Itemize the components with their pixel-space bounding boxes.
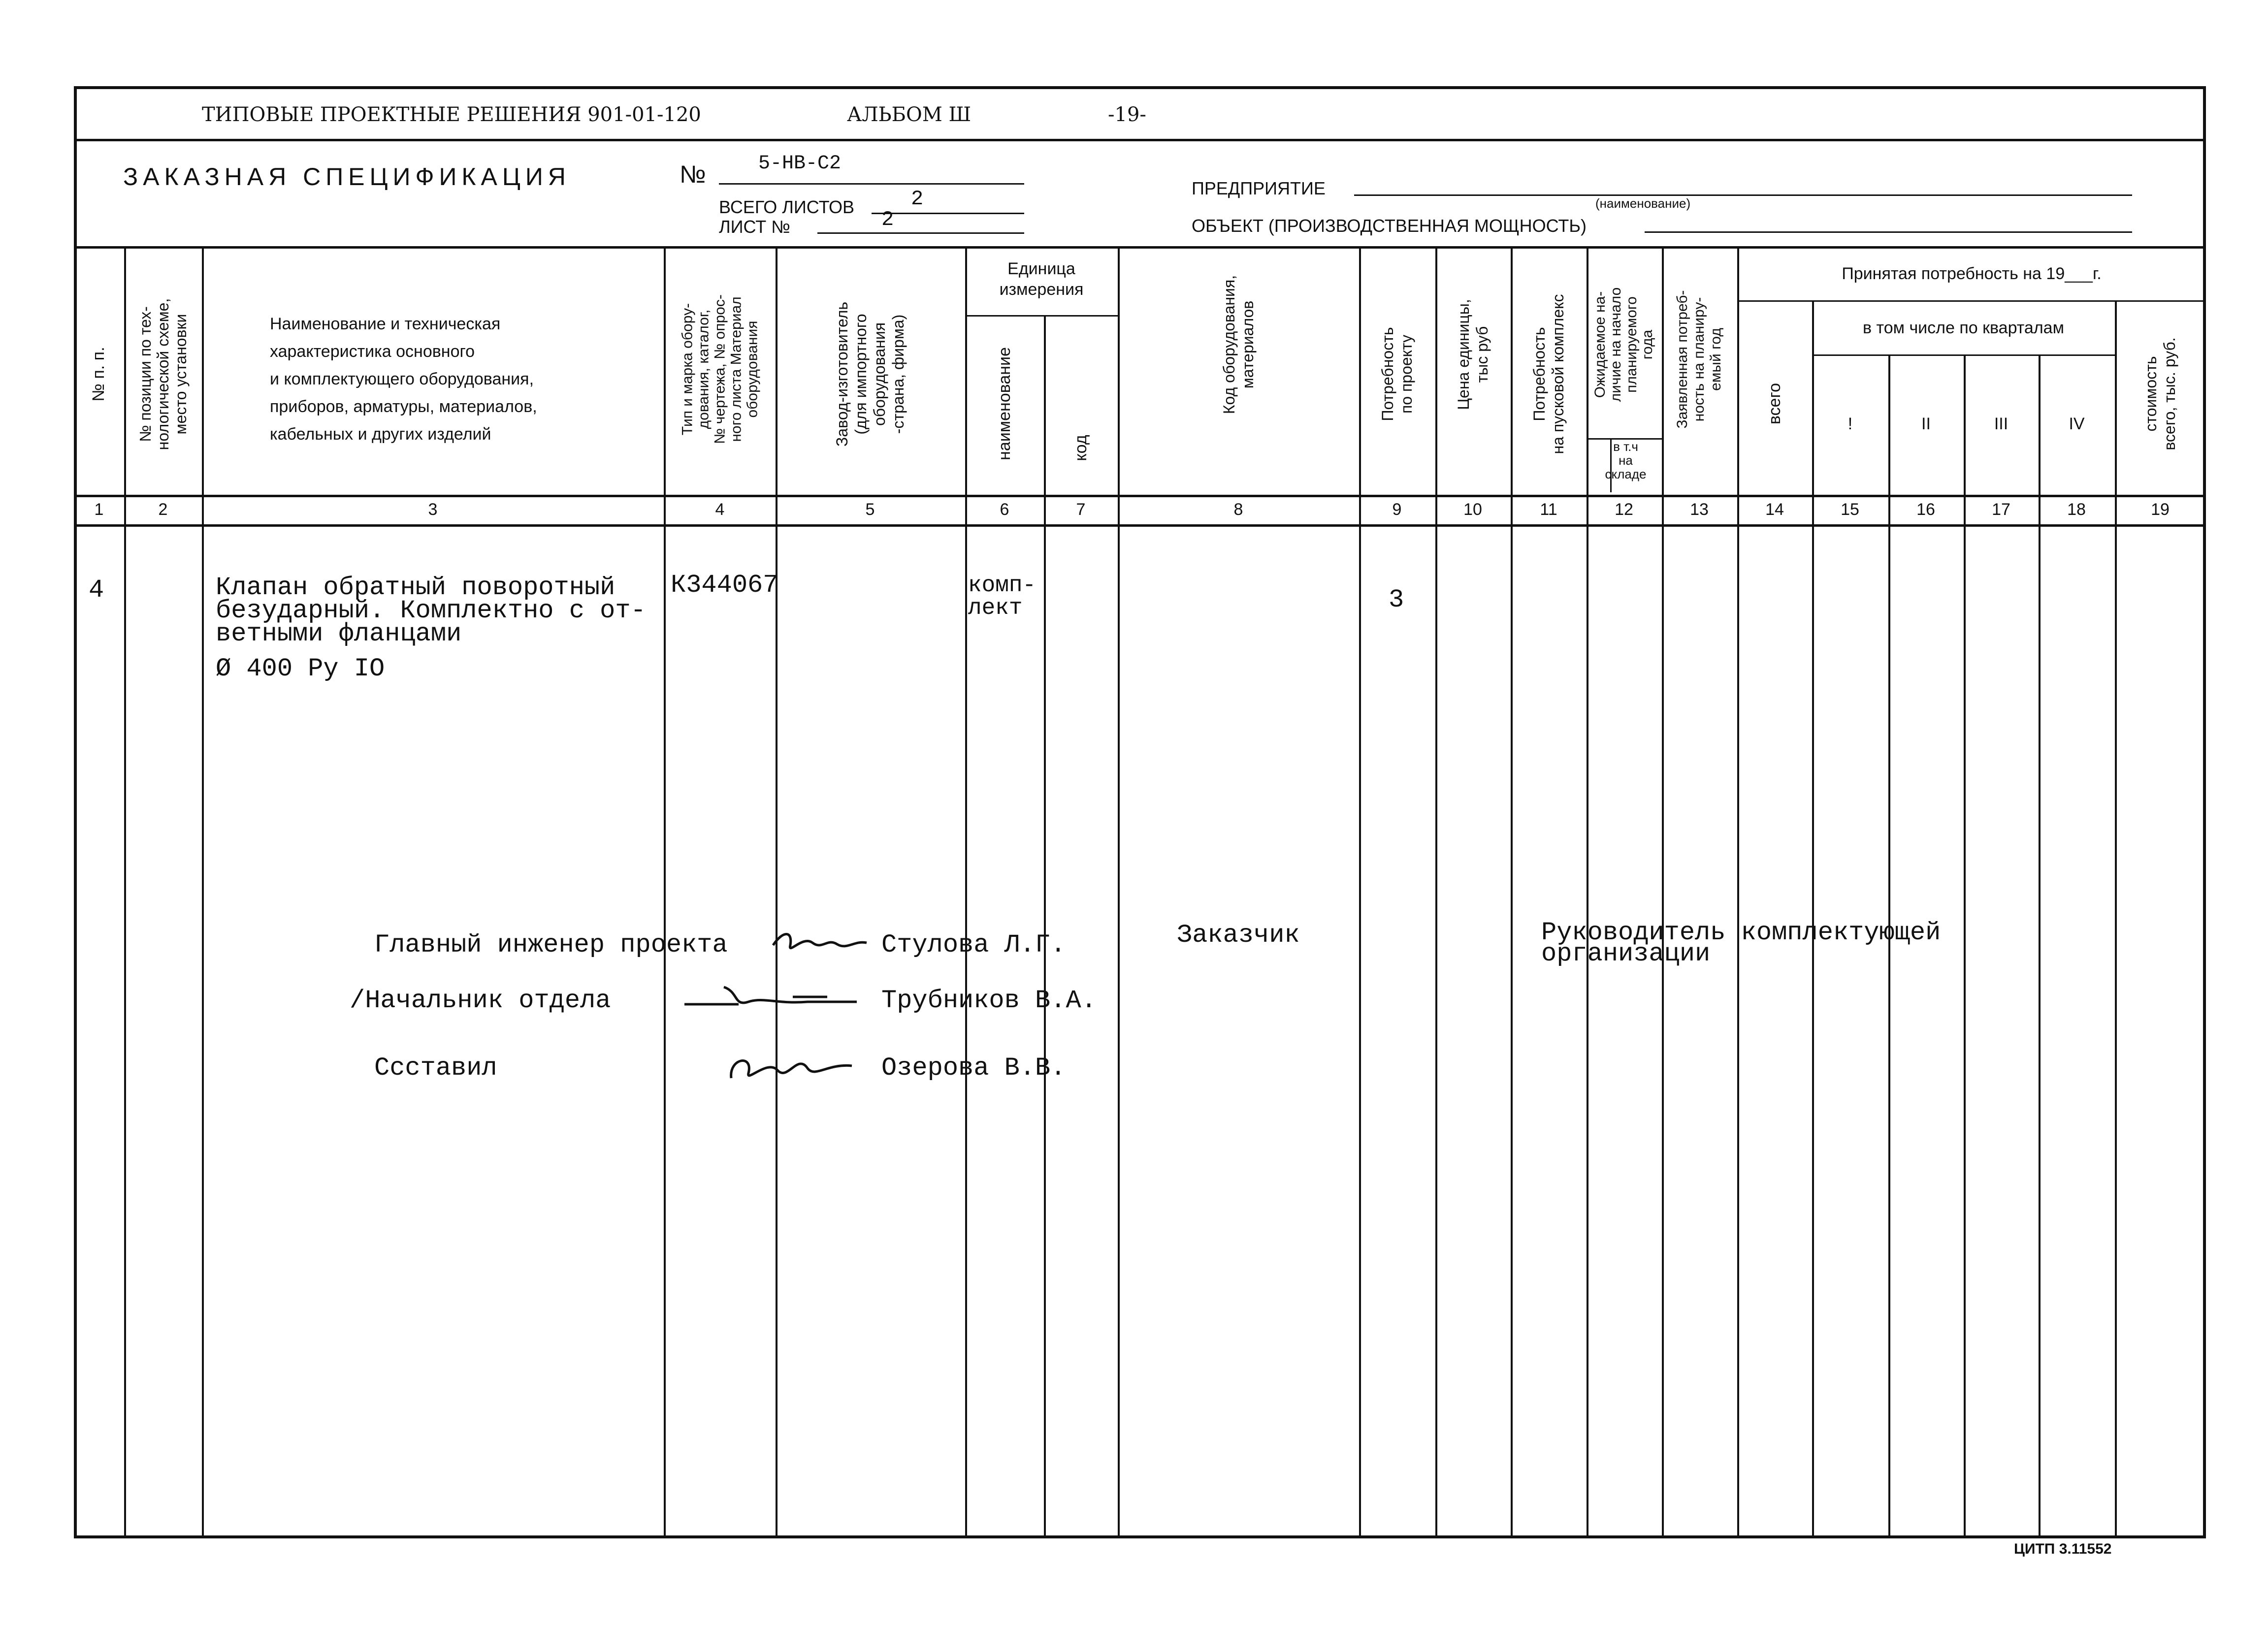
col-header-2: № позиции по тех- нологической схеме, место установки <box>136 298 190 450</box>
col-header-15: ! <box>1847 415 1853 433</box>
total-sheets-label: ВСЕГО ЛИСТОВ <box>719 197 854 217</box>
accepted-group-header: Принятая потребность на 19___г. <box>1842 264 2102 283</box>
col-header-9: Потребность по проекту <box>1379 327 1415 421</box>
document-title: ЗАКАЗНАЯ СПЕЦИФИКАЦИЯ <box>123 163 571 191</box>
col-number-13: 13 <box>1690 500 1709 519</box>
enterprise-label: ПРЕДПРИЯТИЕ <box>1192 178 1326 198</box>
col-header-12: Ожидаемое на- личие на начало планируемого года <box>1592 287 1655 402</box>
col-number-row-bottom <box>74 524 2206 527</box>
title-block-divider <box>74 246 2206 249</box>
item-name-line-3: ветными фланцами <box>216 619 462 648</box>
album-label: АЛЬБОМ Ш <box>847 103 972 126</box>
col-line-16 <box>1964 354 1966 1536</box>
dept-head-signature <box>680 977 867 1017</box>
col-number-7: 7 <box>1076 500 1086 519</box>
col-line-9 <box>1435 246 1437 1536</box>
col-header-10: Цена единицы, тыс руб <box>1455 299 1491 410</box>
col-header-16: II <box>1921 415 1931 433</box>
col-header-7: код <box>1071 435 1090 461</box>
col-number-9: 9 <box>1392 500 1402 519</box>
chief-engineer-signature <box>768 926 872 960</box>
col-number-16: 16 <box>1916 500 1935 519</box>
col-line-1 <box>124 246 126 1536</box>
spec-number-underline <box>719 183 1024 185</box>
col-header-17: III <box>1994 415 2009 433</box>
print-stamp: ЦИТП 3.11552 <box>2014 1541 2112 1557</box>
object-label: ОБЪЕКТ (ПРОИЗВОДСТВЕННАЯ МОЩНОСТЬ) <box>1192 216 1587 236</box>
item-name-line-1: Клапан обратный поворотный <box>216 573 616 602</box>
compiled-by-title: Ссставил <box>374 1053 497 1083</box>
object-underline <box>1645 231 2132 233</box>
header-divider <box>74 139 2206 141</box>
enterprise-hint: (наименование) <box>1595 196 1691 211</box>
item-name-line-2: безударный. Комплектно с от- <box>216 596 646 625</box>
col-line-7 <box>1118 246 1120 1536</box>
chief-engineer-name: Стулова Л.Г. <box>881 930 1066 959</box>
col-line-13 <box>1737 246 1739 1536</box>
col-number-3: 3 <box>428 500 438 519</box>
sheet-number-underline <box>817 232 1024 234</box>
col-line-10 <box>1511 246 1513 1536</box>
compiled-by-name: Озерова В.В. <box>881 1053 1066 1083</box>
col-line-11 <box>1587 246 1588 1536</box>
col-number-6: 6 <box>1000 500 1009 519</box>
col-number-17: 17 <box>1992 500 2010 519</box>
col-line-12 <box>1662 246 1664 1536</box>
col-header-5: Завод-изготовитель (для импортного оборудования -страна, фирма) <box>833 301 907 447</box>
customer-label: Заказчик <box>1177 921 1300 950</box>
col-line-5 <box>965 246 967 1536</box>
col-header-18: IV <box>2069 415 2085 433</box>
col-number-4: 4 <box>715 500 725 519</box>
col-line-2 <box>202 246 204 1536</box>
sheet-number-label: ЛИСТ № <box>719 217 790 237</box>
spec-number-label: № <box>680 160 706 188</box>
unit-name-line-2: лект <box>968 595 1023 621</box>
col-number-1: 1 <box>94 500 104 519</box>
col-number-8: 8 <box>1233 500 1243 519</box>
quarters-group-line <box>1812 354 2115 356</box>
dept-head-name: Трубников В.А. <box>881 986 1097 1015</box>
supplier-label-line-1: Руководитель комплектующей <box>1541 918 1941 947</box>
col-line-8 <box>1359 246 1361 1536</box>
col-line-4 <box>776 246 778 1536</box>
col-line-18 <box>2115 300 2117 1536</box>
col-number-15: 15 <box>1841 500 1859 519</box>
unit-name-line-1: комп- <box>968 573 1037 598</box>
col-line-17 <box>2039 354 2041 1536</box>
sheet-number-value: 2 <box>881 208 894 231</box>
unit-group-line <box>965 315 1118 317</box>
dept-head-title: /Начальник отдела <box>350 986 611 1015</box>
col-header-19: стоимость всего, тыс. руб. <box>2142 337 2178 450</box>
supplier-label-line-2: организации <box>1541 939 1711 968</box>
col-number-5: 5 <box>865 500 875 519</box>
compiled-by-signature <box>724 1044 862 1088</box>
col-header-11: Потребность на пусковой комплекс <box>1530 294 1567 454</box>
accepted-group-line <box>1737 300 2206 302</box>
spec-sheet-frame <box>74 86 2206 1538</box>
total-sheets-underline <box>872 213 1024 214</box>
item-name-line-4: Ø 400 Ру IO <box>216 654 385 683</box>
quarters-group-header: в том числе по кварталам <box>1863 319 2064 337</box>
enterprise-underline <box>1354 194 2132 196</box>
row-number: 4 <box>89 575 104 605</box>
col-header-12-sub: в т.ч на складе <box>1605 439 1647 481</box>
col-header-6: наименование <box>995 347 1014 460</box>
col-number-2: 2 <box>158 500 168 519</box>
col-header-3: Наименование и техническая характеристика основного и комплектующего оборудования, приборов, арматуры, материалов, кабельных и других изделий <box>270 315 537 444</box>
col-number-18: 18 <box>2067 500 2086 519</box>
required-quantity: 3 <box>1389 585 1404 614</box>
col-line-3 <box>664 246 666 1536</box>
col-number-12: 12 <box>1615 500 1633 519</box>
chief-engineer-title: Главный инженер проекта <box>374 930 728 959</box>
col-number-11: 11 <box>1540 500 1557 519</box>
item-type: К344067 <box>671 571 778 600</box>
col-header-13: Заявленная потреб- ность на планиру- емый год <box>1674 290 1724 429</box>
col-header-14: всего <box>1765 383 1784 425</box>
unit-group-header: Единица измерения <box>999 259 1084 299</box>
series-title: ТИПОВЫЕ ПРОЕКТНЫЕ РЕШЕНИЯ 901-01-120 <box>202 103 701 126</box>
total-sheets-value: 2 <box>911 187 924 211</box>
col-header-1: № п. п. <box>89 347 108 402</box>
col-header-4: Тип и марка обору- дования, каталог, № чертежа, № опрос- ного листа Материал оборудования <box>679 294 761 444</box>
spec-number-value: 5-НВ-С2 <box>758 153 842 175</box>
col-number-10: 10 <box>1463 500 1482 519</box>
col-header-8: Код оборудования, материалов <box>1220 275 1257 415</box>
col-line-6 <box>1044 315 1046 1536</box>
col-number-row-top <box>74 495 2206 497</box>
col-number-19: 19 <box>2151 500 2170 519</box>
col-number-14: 14 <box>1765 500 1784 519</box>
page-number: -19- <box>1108 103 1146 126</box>
